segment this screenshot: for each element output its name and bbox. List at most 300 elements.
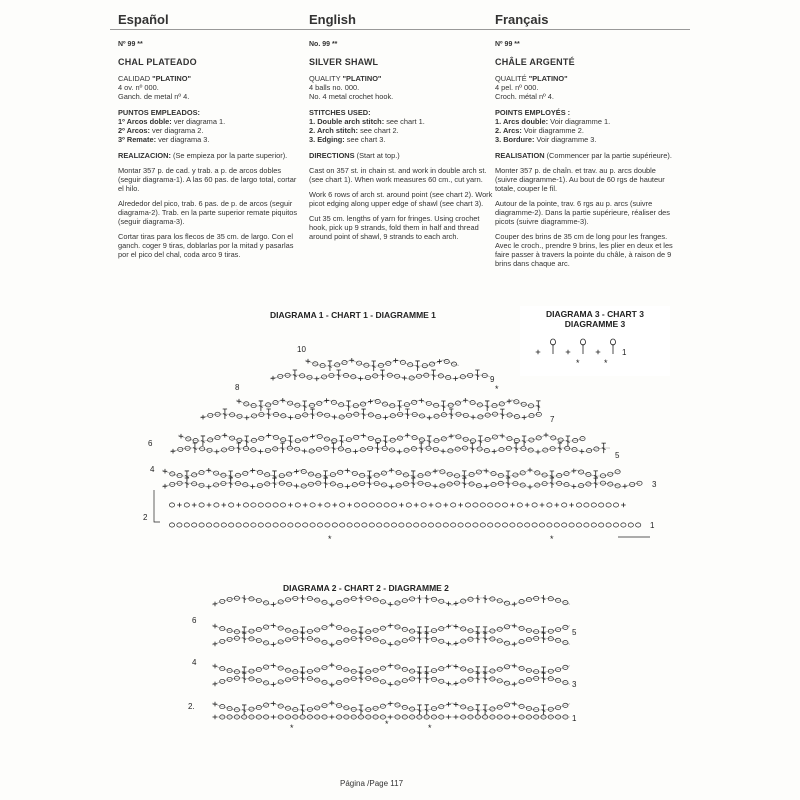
single-crochet-symbol [388,602,393,607]
single-crochet-symbol [566,350,571,355]
single-crochet-symbol [388,682,393,687]
chain-stitch-symbol [369,503,374,507]
single-crochet-symbol [512,715,517,720]
single-crochet-symbol [446,702,451,707]
single-crochet-symbol [266,433,271,438]
single-crochet-symbol [399,503,404,508]
stitch-ref: see chart 1. [384,117,425,126]
materials [118,74,303,101]
chain-stitch-symbol [488,503,493,507]
pattern-title: CHÂLE ARGENTÉ [495,57,575,67]
single-crochet-symbol [555,503,560,508]
chain-stitch-symbol [495,503,500,507]
stitch-line [495,135,680,144]
chain-stitch-symbol [169,523,174,527]
material-line: No. 4 metal crochet hook. [309,92,394,101]
stitch-ref: Voir diagramme 1. [548,117,611,126]
stitch-ref: Voir diagramme 3. [534,135,597,144]
single-crochet-symbol [437,359,442,364]
single-crochet-symbol [213,602,218,607]
chain-stitch-symbol [584,523,589,527]
materials [309,74,494,101]
single-crochet-symbol [171,449,176,454]
material-line: 4 pel. nº 000. [495,83,539,92]
method-intro: (Start at top.) [354,151,400,160]
pattern-number: Nº 99 ** [118,41,143,48]
single-crochet-symbol [623,484,628,489]
single-crochet-symbol [444,503,449,508]
single-crochet-symbol [449,434,454,439]
quality-label: QUALITY [309,74,343,83]
single-crochet-symbol [454,715,459,720]
column-heading-french: Français [495,12,549,27]
chain-stitch-symbol [436,503,441,507]
chain-stitch-symbol [384,523,389,527]
stitch-name: 1º Arcos doble: [118,117,172,126]
stitch-ref: see chart 3. [344,135,386,144]
single-crochet-symbol [302,449,307,454]
chain-stitch-symbol [606,503,611,507]
chain-stitch-symbol [451,523,456,527]
stitch-line [118,117,303,126]
single-crochet-symbol [207,468,212,473]
method-paragraph: Couper des brins de 35 cm de long pour les franges. Avec le croch., prendre 9 brins, les plier en deux et les faire passer à travers la pointe du châle, à raison de 9 brins dans chaque arc. [495,232,673,268]
chain-stitch-symbol [458,523,463,527]
materials [495,74,680,101]
row-number: 10 [297,345,306,354]
chain-stitch-symbol [288,523,293,527]
row-number: 2 [143,513,148,522]
single-crochet-symbol [446,641,451,646]
treble-crochet-symbol [425,595,429,603]
row-number: 1 [572,714,577,723]
single-crochet-symbol [463,398,468,403]
single-crochet-symbol [236,503,241,508]
single-crochet-symbol [237,399,242,404]
chart3-box [520,306,670,376]
single-crochet-symbol [177,503,182,508]
single-crochet-symbol [330,663,335,668]
pattern-title: SILVER SHAWL [309,57,379,67]
single-crochet-symbol [333,503,338,508]
chain-stitch-symbol [414,523,419,527]
chain-stitch-symbol [480,503,485,507]
chain-stitch-symbol [177,523,182,527]
single-crochet-symbol [512,702,517,707]
single-crochet-symbol [330,701,335,706]
single-crochet-symbol [345,484,350,489]
chain-stitch-symbol [295,523,300,527]
row-number: 9 [490,375,495,384]
instructions-spanish [118,40,303,265]
chain-stitch-symbol [192,523,197,527]
method-paragraph: Montar 357 p. de cad. y trab. a p. de arcos dobles (seguir diagrama-1). A las 60 pas. de largo total, cortar el hilo. [118,166,297,193]
chain-stitch-symbol [532,523,537,527]
single-crochet-symbol [271,715,276,720]
chain-stitch-symbol [517,503,522,507]
single-crochet-symbol [388,715,393,720]
chain-stitch-symbol [562,503,567,507]
row-number: 5 [572,628,577,637]
chart3-title-line2: DIAGRAMME 3 [564,319,626,329]
material-line: 4 ov. nº 000. [118,83,159,92]
repeat-mark: * [550,534,554,544]
single-crochet-symbol [345,468,350,473]
chain-stitch-symbol [569,523,574,527]
single-crochet-symbol [454,641,459,646]
single-crochet-symbol [330,683,335,688]
chain-stitch-symbol [547,503,552,507]
method-paragraph: Cut 35 cm. lengths of yarn for fringes. Using crochet hook, pick up 9 strands, fold them in half and thread around point of shawl, 9 strands to each arch. [309,214,480,241]
stitch-name: 2. Arcs: [495,126,522,135]
single-crochet-symbol [258,449,263,454]
single-crochet-symbol [540,503,545,508]
stitch-ref: Voir diagramme 2. [521,126,584,135]
repeat-mark: * [428,723,432,733]
single-crochet-symbol [207,503,212,508]
single-crochet-symbol [492,449,497,454]
single-crochet-symbol [510,503,515,508]
repeat-mark: * [495,384,499,394]
single-crochet-symbol [596,350,601,355]
chain-stitch-symbol [317,523,322,527]
stitch-name: 3º Remate: [118,135,157,144]
quality-label: CALIDAD [118,74,153,83]
chain-stitch-symbol [384,503,389,507]
repeat-mark: * [328,534,332,544]
stitches-heading: POINTS EMPLOYÉS : [495,108,571,117]
chain-stitch-symbol [258,523,263,527]
chain-stitch-symbol [214,503,219,507]
single-crochet-symbol [330,603,335,608]
single-crochet-symbol [347,503,352,508]
row-number: 8 [235,383,240,392]
single-crochet-symbol [324,398,329,403]
single-crochet-symbol [389,485,394,490]
chain-stitch-symbol [399,523,404,527]
stitch-name: 1. Arcs double: [495,117,549,126]
single-crochet-symbol [471,415,476,420]
single-crochet-symbol [522,415,527,420]
method-heading: DIRECTIONS [309,151,355,160]
single-crochet-symbol [454,702,459,707]
single-crochet-symbol [213,642,218,647]
column-heading-spanish: Español [118,12,169,27]
chain-stitch-symbol [621,523,626,527]
stitches-used [495,108,680,144]
stitch-line [118,135,303,144]
chain-stitch-symbol [591,523,596,527]
single-crochet-symbol [388,663,393,668]
single-crochet-symbol [454,624,459,629]
repeat-mark: * [576,358,580,368]
single-crochet-symbol [361,433,366,438]
single-crochet-symbol [163,469,168,474]
chain-stitch-symbol [354,523,359,527]
single-crochet-symbol [207,484,212,489]
chain-stitch-symbol [229,523,234,527]
repeat-mark: * [290,723,294,733]
treble-crochet-symbol [242,595,246,603]
treble-crochet-symbol [476,595,480,603]
quality-name: "PLATINO" [528,74,568,83]
chain-stitch-symbol [214,523,219,527]
single-crochet-symbol [310,434,315,439]
row-number: 6 [148,439,153,448]
chart3-diagram [520,330,670,370]
material-line: 4 balls no. 000. [309,83,360,92]
single-crochet-symbol [446,624,451,629]
chain-stitch-symbol [169,503,174,507]
row-number: 3 [652,480,657,489]
single-crochet-symbol [512,642,517,647]
chain-stitch-symbol [340,503,345,507]
row-number: 5 [615,451,620,460]
quality-name: "PLATINO" [152,74,191,83]
single-crochet-symbol [528,468,533,473]
single-crochet-symbol [389,468,394,473]
chain-stitch-symbol [495,523,500,527]
chain-stitch-symbol [591,503,596,507]
stitches-used [118,108,303,144]
single-crochet-symbol [213,702,218,707]
chain-stitch-symbol [502,503,507,507]
method-paragraph: Cast on 357 st. in chain st. and work in double arch st. (see chart 1). When work measures 60 cm., cut yarn. [309,166,487,184]
header-rule [110,29,690,30]
chain-stitch-symbol [273,503,278,507]
single-crochet-symbol [388,623,393,628]
single-crochet-symbol [330,623,335,628]
single-crochet-symbol [580,449,585,454]
single-crochet-symbol [271,623,276,628]
chain-stitch-symbol [184,523,189,527]
single-crochet-symbol [402,376,407,381]
row-number: 4 [150,465,155,474]
single-crochet-symbol [458,503,463,508]
single-crochet-symbol [525,503,530,508]
chain-stitch-symbol [517,523,522,527]
chain-stitch-symbol [576,523,581,527]
chain-stitch-symbol [562,523,567,527]
chain-stitch-symbol [421,503,426,507]
chain-stitch-symbol [391,503,396,507]
chain-stitch-symbol [362,503,367,507]
single-crochet-symbol [419,398,424,403]
treble-crochet-symbol [483,595,487,603]
single-crochet-symbol [441,449,446,454]
stitches-used [309,108,494,144]
method-paragraph: Cortar tiras para los flecos de 35 cm. de largo. Con el ganch. coger 9 tiras, doblarlas por la mitad y pasarlas por el pico del chal, coda arco 9 tiras. [118,232,294,259]
pattern-number: No. 99 ** [309,41,338,48]
single-crochet-symbol [332,415,337,420]
single-crochet-symbol [271,376,276,381]
column-heading-english: English [309,12,356,27]
row-number: 1 [650,521,655,530]
chain-stitch-symbol [377,523,382,527]
chain-stitch-symbol [473,523,478,527]
material-line: Ganch. de metal nº 4. [118,92,190,101]
chain-stitch-symbol [340,523,345,527]
instructions-english [309,40,494,247]
chain-stitch-symbol [354,503,359,507]
single-crochet-symbol [306,359,311,364]
chain-stitch-symbol [576,503,581,507]
chain-stitch-symbol [428,523,433,527]
method-intro: (Commencer par la partie supérieure). [544,151,672,160]
chart3-title-line1: DIAGRAMA 3 - CHART 3 [546,309,644,319]
stitch-ref: ver diagrama 2. [150,126,204,135]
single-crochet-symbol [294,484,299,489]
stitch-name: 3. Edging: [309,135,345,144]
stitch-line [309,117,494,126]
single-crochet-symbol [572,484,577,489]
chain-stitch-symbol [243,503,248,507]
single-crochet-symbol [303,503,308,508]
chain-stitch-symbol [280,503,285,507]
chain-stitch-symbol [451,503,456,507]
method-heading-line [309,151,494,160]
single-crochet-symbol [213,715,218,720]
chain-stitch-symbol [599,523,604,527]
stitch-line [309,126,494,135]
stitch-line [495,126,680,135]
chain-stitch-symbol [613,523,618,527]
single-crochet-symbol [330,643,335,648]
single-crochet-symbol [454,601,459,606]
chart2-diagram [180,595,600,735]
chain-stitch-symbol [221,523,226,527]
single-crochet-symbol [536,450,541,455]
single-crochet-symbol [288,503,293,508]
stitch-line [118,126,303,135]
single-crochet-symbol [383,415,388,420]
chart2-title: DIAGRAMA 2 - CHART 2 - DIAGRAMME 2 [283,583,449,593]
method-heading: REALISATION [495,151,545,160]
turning-bracket [154,490,160,522]
chain-stitch-symbol [310,523,315,527]
single-crochet-symbol [528,485,533,490]
single-crochet-symbol [484,484,489,489]
single-crochet-symbol [271,642,276,647]
method-paragraph: Autour de la pointe, trav. 6 rgs au p. arcs (suivre diagramme-2). Dans la partie supérieure, réaliser des picots (suivre diagramme-3). [495,199,670,226]
chain-stitch-symbol [480,523,485,527]
chain-stitch-symbol [488,523,493,527]
chain-stitch-symbol [303,523,308,527]
single-crochet-symbol [572,469,577,474]
chain-stitch-symbol [206,523,211,527]
chain-stitch-symbol [266,503,271,507]
single-crochet-symbol [250,484,255,489]
method-paragraph: Alrededor del pico, trab. 6 pas. de p. de arcos (seguir diagrama-2). Trab. en la parte superior remate piquitos (seguir diagrama-3). [118,199,298,226]
single-crochet-symbol [544,433,549,438]
single-crochet-symbol [393,358,398,363]
chain-stitch-symbol [465,523,470,527]
chain-stitch-symbol [325,503,330,507]
single-crochet-symbol [179,434,184,439]
row-number: 3 [572,680,577,689]
quality-label: QUALITÉ [495,74,529,83]
chain-stitch-symbol [258,503,263,507]
page-footer: Página /Page 117 [340,779,404,788]
repeat-mark: * [604,358,608,368]
single-crochet-symbol [427,416,432,421]
single-crochet-symbol [271,701,276,706]
row-number: 2. [188,702,195,711]
single-crochet-symbol [215,449,220,454]
single-crochet-symbol [250,468,255,473]
instructions-french [495,40,680,274]
chain-stitch-symbol [636,523,641,527]
single-crochet-symbol [353,449,358,454]
single-crochet-symbol [288,415,293,420]
single-crochet-symbol [223,433,228,438]
single-crochet-symbol [271,602,276,607]
chain-stitch-symbol [184,503,189,507]
stitch-ref: see chart 2. [358,126,399,135]
single-crochet-symbol [454,664,459,669]
chain-stitch-symbol [273,523,278,527]
chain-stitch-symbol [473,503,478,507]
chain-stitch-symbol [436,523,441,527]
stitch-name: 2. Arch stitch: [309,126,359,135]
method-paragraph: Monter 357 p. de chaîn. et trav. au p. arcs double (suivre diagramme-1). Au bout de 60 rgs de hauteur totale, couper le fil. [495,166,665,193]
single-crochet-symbol [512,602,517,607]
chain-stitch-symbol [465,503,470,507]
single-crochet-symbol [294,469,299,474]
stitch-line [495,117,680,126]
single-crochet-symbol [512,682,517,687]
chain-stitch-symbol [547,523,552,527]
stitch-name: 3. Bordure: [495,135,535,144]
single-crochet-symbol [330,715,335,720]
row-number: 6 [192,616,197,625]
chain-stitch-symbol [243,523,248,527]
chain-stitch-symbol [362,523,367,527]
chain-stitch-symbol [443,523,448,527]
treble-crochet-symbol [359,595,363,603]
chain-stitch-symbol [406,503,411,507]
single-crochet-symbol [621,503,626,508]
method-intro: (Se empieza por la parte superior). [170,151,288,160]
treble-crochet-symbol [541,595,545,603]
single-crochet-symbol [446,601,451,606]
row-number: 1 [622,348,627,357]
chain-stitch-symbol [310,503,315,507]
method-heading: REALIZACION: [118,151,171,160]
chain-stitch-symbol [199,523,204,527]
chain-stitch-symbol [251,523,256,527]
single-crochet-symbol [213,624,218,629]
chain-stitch-symbol [199,503,204,507]
single-crochet-symbol [397,450,402,455]
chain-stitch-symbol [229,503,234,507]
single-crochet-symbol [500,434,505,439]
stitch-name: 2º Arcos: [118,126,150,135]
pattern-number: Nº 99 ** [495,41,520,48]
single-crochet-symbol [414,503,419,508]
single-crochet-symbol [163,484,168,489]
row-number: 7 [550,415,555,424]
single-crochet-symbol [222,503,227,508]
method-heading-line [495,151,680,160]
single-crochet-symbol [405,433,410,438]
treble-crochet-symbol [300,595,304,603]
chain-stitch-symbol [377,503,382,507]
method-paragraph: Work 6 rows of arch st. around point (see chart 2). Work picot edging along upper edge of shawl (see chart 3). [309,190,493,208]
single-crochet-symbol [507,399,512,404]
chain-stitch-symbol [406,523,411,527]
chain-stitch-symbol [532,503,537,507]
